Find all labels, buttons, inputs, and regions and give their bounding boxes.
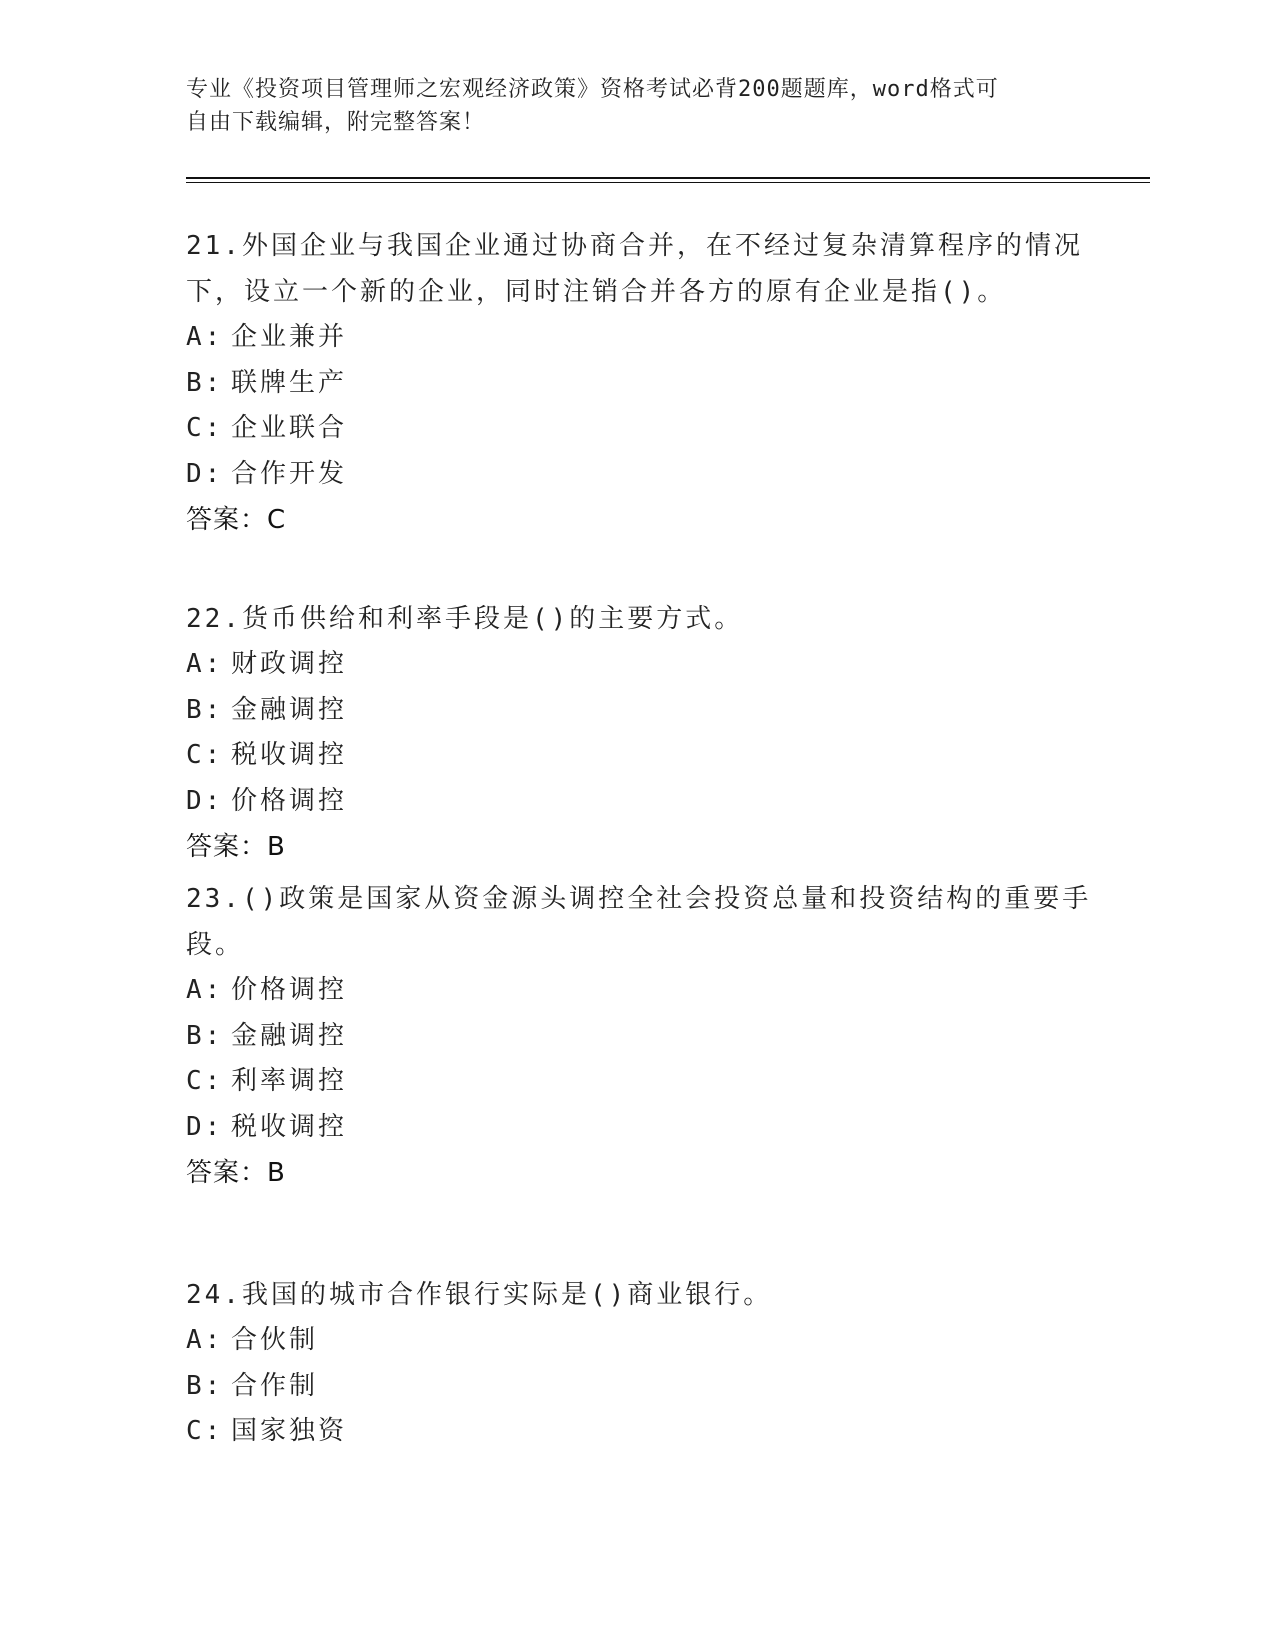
question-stem <box>186 876 1092 968</box>
option-text: 税收调控 <box>231 1111 348 1142</box>
option-c <box>186 1409 1086 1455</box>
answer-label: 答案：B <box>186 832 286 862</box>
question-stem <box>186 596 1086 642</box>
option-letter: A: <box>186 1325 224 1355</box>
option-a <box>186 1318 1086 1364</box>
option-letter: C: <box>186 740 224 770</box>
option-text: 税收调控 <box>231 740 348 770</box>
header-line-2: 自由下载编辑，附完整答案！ <box>186 110 486 135</box>
option-letter: B: <box>186 367 224 398</box>
question-21 <box>186 223 1086 543</box>
option-d <box>186 1105 1086 1151</box>
option-letter: A: <box>186 649 224 679</box>
option-d <box>186 779 1086 825</box>
question-stem-line: 23.()政策是国家从资金源头调控全社会投资总量和投资结构的重要手 <box>186 884 1092 914</box>
document-header <box>186 73 1086 139</box>
option-b <box>186 1364 1086 1410</box>
option-text: 企业兼并 <box>231 322 348 352</box>
header-divider-bottom <box>186 182 1150 183</box>
option-d <box>186 452 1086 498</box>
question-stem <box>186 1272 1086 1318</box>
question-stem <box>186 223 1086 315</box>
option-text: 企业联合 <box>231 413 348 443</box>
option-c <box>186 733 1086 779</box>
option-letter: D: <box>186 458 224 489</box>
option-letter: A: <box>186 322 224 352</box>
option-letter: C: <box>186 1066 224 1096</box>
header-line-1: 专业《投资项目管理师之宏观经济政策》资格考试必背200题题库，word格式可 <box>186 77 999 102</box>
option-text: 金融调控 <box>231 1020 348 1051</box>
question-stem-line: 段。 <box>186 930 245 960</box>
option-text: 合伙制 <box>231 1325 319 1355</box>
option-c <box>186 406 1086 452</box>
option-text: 合作开发 <box>231 458 348 489</box>
question-stem-line: 下，设立一个新的企业，同时注销合并各方的原有企业是指()。 <box>186 277 1007 307</box>
option-a <box>186 968 1086 1014</box>
question-stem-line: 24.我国的城市合作银行实际是()商业银行。 <box>186 1280 773 1310</box>
option-text: 联牌生产 <box>231 367 348 398</box>
option-c <box>186 1059 1086 1105</box>
option-letter: B: <box>186 1020 224 1051</box>
question-24 <box>186 1272 1086 1455</box>
option-letter: B: <box>186 1370 224 1401</box>
option-a <box>186 642 1086 688</box>
option-text: 合作制 <box>231 1370 319 1401</box>
option-text: 金融调控 <box>231 694 348 725</box>
option-letter: C: <box>186 1416 224 1446</box>
answer-label: 答案：B <box>186 1158 286 1188</box>
option-b <box>186 688 1086 734</box>
option-letter: C: <box>186 413 224 443</box>
option-text: 利率调控 <box>231 1066 348 1096</box>
option-a <box>186 315 1086 361</box>
option-letter: D: <box>186 785 224 816</box>
question-stem-line: 22.货币供给和利率手段是()的主要方式。 <box>186 604 744 634</box>
option-text: 国家独资 <box>231 1416 348 1446</box>
answer-label: 答案：C <box>186 505 287 535</box>
option-b <box>186 361 1086 407</box>
option-text: 价格调控 <box>231 975 348 1005</box>
option-letter: D: <box>186 1111 224 1142</box>
option-letter: B: <box>186 694 224 725</box>
option-text: 价格调控 <box>231 785 348 816</box>
option-text: 财政调控 <box>231 649 348 679</box>
option-b <box>186 1014 1086 1060</box>
question-23 <box>186 876 1092 1196</box>
header-divider-top <box>186 177 1150 179</box>
question-22 <box>186 596 1086 870</box>
option-letter: A: <box>186 975 224 1005</box>
question-stem-line: 21.外国企业与我国企业通过协商合并，在不经过复杂清算程序的情况 <box>186 231 1083 261</box>
